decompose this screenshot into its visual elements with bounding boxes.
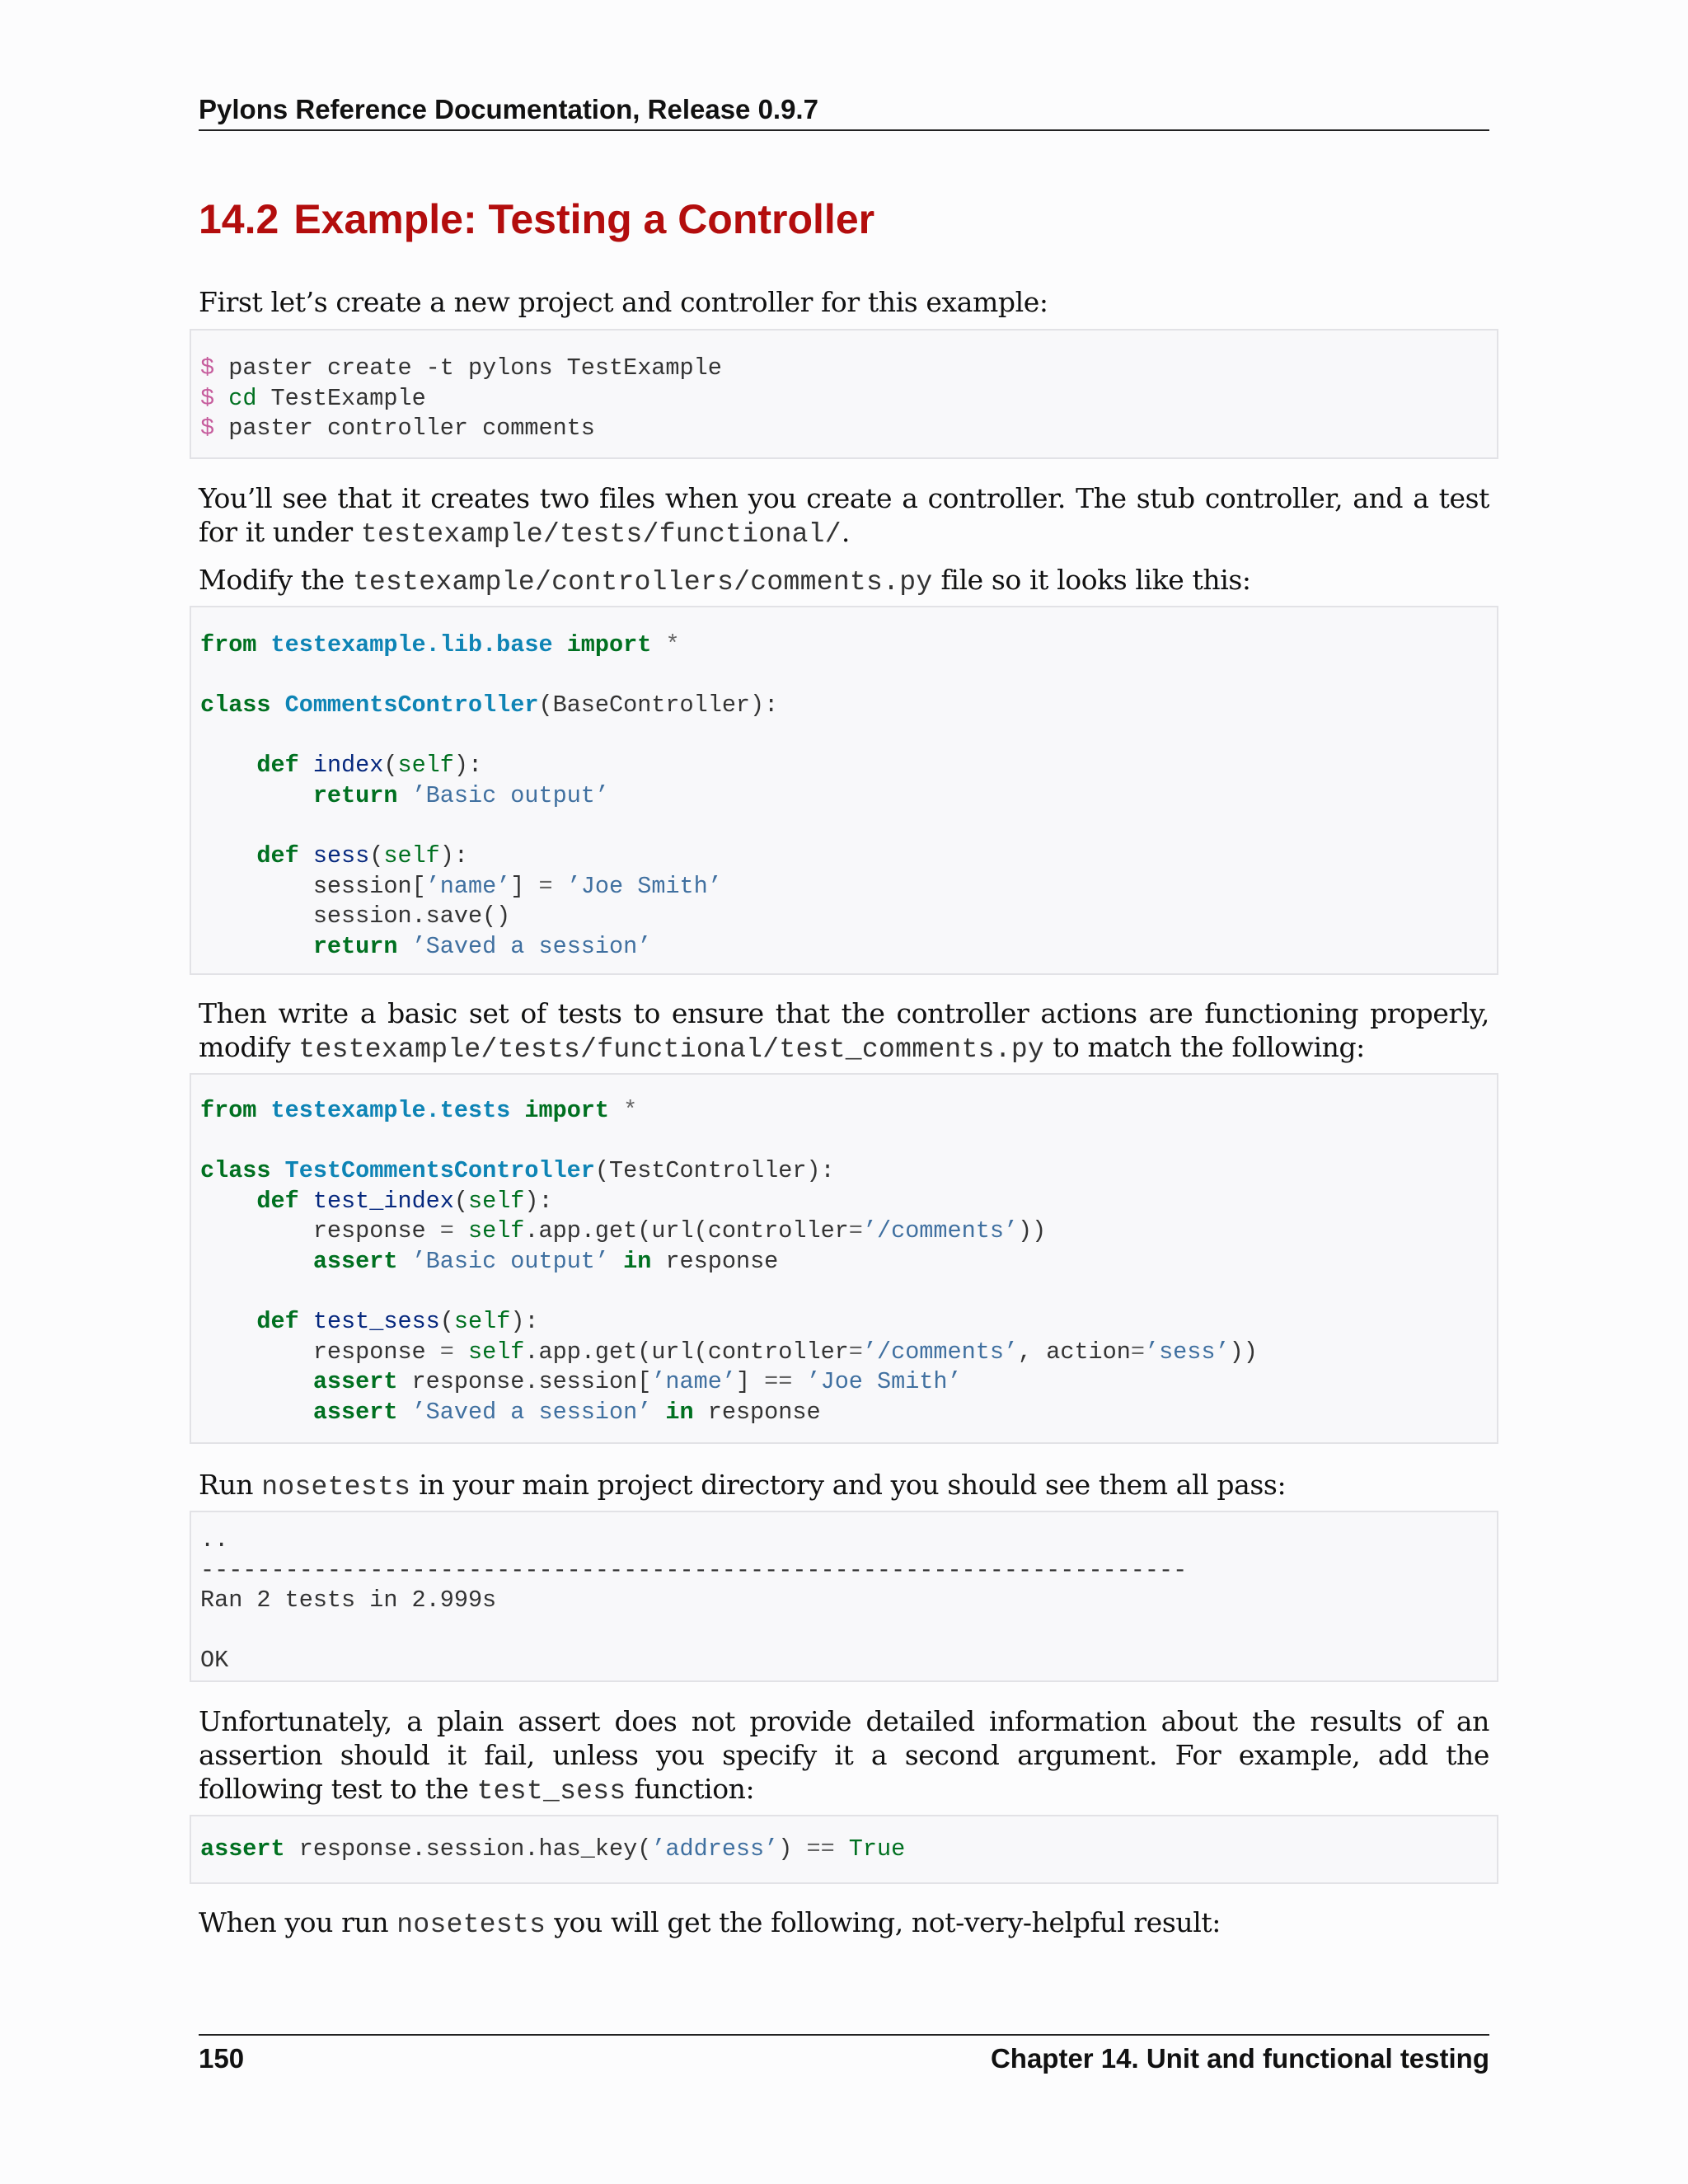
class-name: TestCommentsController: [284, 1157, 595, 1185]
operator: =: [439, 1338, 454, 1366]
text-run: .: [841, 516, 850, 548]
module-name: testexample.tests: [270, 1097, 511, 1124]
string-literal: ’Basic output’: [411, 781, 610, 809]
code-text: ): [778, 1835, 807, 1863]
builtin-self: self: [467, 1338, 525, 1366]
text-run: Unfortunately, a plain assert does not provide detailed information about the results of an assertion should it fail, unless you specify it a second argument. For example, add the following test to the: [199, 1705, 1489, 1805]
output-line: OK: [200, 1647, 229, 1675]
keyword: import: [566, 631, 652, 658]
function-name: test_index: [312, 1187, 454, 1215]
code-text: session[: [312, 872, 426, 900]
keyword: return: [312, 932, 398, 960]
text-run: file so it looks like this:: [932, 564, 1251, 596]
builtin-self: self: [467, 1187, 525, 1215]
code-text: (BaseController):: [538, 691, 779, 719]
code-text: response: [312, 1217, 440, 1245]
operator: *: [623, 1097, 638, 1124]
text-run: You’ll see that it creates two files when you create a controller. The stub controller, and a test for it under: [199, 482, 1489, 548]
function-name: sess: [312, 842, 370, 870]
code-text: ]: [735, 1368, 765, 1396]
code-text: ]: [510, 872, 539, 900]
code-text: response.session.has_key(: [284, 1835, 652, 1863]
text-run: to match the following:: [1044, 1031, 1365, 1063]
paragraph-files: [199, 481, 1489, 551]
inline-code: nosetests: [396, 1910, 546, 1940]
module-name: testexample.lib.base: [270, 631, 553, 658]
keyword: return: [312, 781, 398, 809]
code-text: response: [312, 1338, 440, 1366]
code-text: .app.get(url(controller: [524, 1217, 849, 1245]
operator: ==: [764, 1368, 793, 1396]
text-run: When you run: [199, 1906, 397, 1938]
string-literal: ’Joe Smith’: [806, 1368, 962, 1396]
class-name: CommentsController: [284, 691, 539, 719]
builtin-self: self: [467, 1217, 525, 1245]
code-text: , action: [1018, 1338, 1131, 1366]
code-text: ):: [439, 842, 469, 870]
operator: *: [665, 631, 680, 658]
code-text: (: [453, 1187, 468, 1215]
string-literal: ’Basic output’: [411, 1247, 610, 1275]
code-text: (: [439, 1308, 454, 1336]
code-text: )): [1229, 1338, 1258, 1366]
header-rule: [199, 129, 1489, 131]
code-block-assert: [190, 1815, 1498, 1884]
shell-command: TestExample: [256, 384, 426, 412]
output-line: Ran 2 tests in 2.999s: [200, 1586, 497, 1615]
keyword: assert: [312, 1398, 398, 1426]
paragraph-assert: [199, 1704, 1489, 1808]
keyword: import: [524, 1097, 610, 1124]
shell-command: paster create -t pylons TestExample: [228, 354, 722, 382]
code-text: ):: [510, 1308, 539, 1336]
keyword: def: [256, 842, 299, 870]
paragraph-run: [199, 1468, 1489, 1504]
code-text: session.save(): [312, 902, 511, 930]
code-text: response.session[: [397, 1368, 652, 1396]
string-literal: ’name’: [651, 1368, 736, 1396]
shell-prompt: $: [200, 354, 215, 382]
text-run: Then write a basic set of tests to ensure that the controller actions are functioning properly, modify: [199, 997, 1489, 1063]
page-number: 150: [199, 2043, 245, 2074]
operator: =: [1130, 1338, 1145, 1366]
code-block-tests: [190, 1073, 1498, 1444]
function-name: test_sess: [312, 1308, 440, 1336]
string-literal: ’address’: [651, 1835, 779, 1863]
string-literal: ’sess’: [1144, 1338, 1230, 1366]
keyword: def: [256, 1308, 299, 1336]
operator: =: [439, 1217, 454, 1245]
code-text: response: [693, 1398, 821, 1426]
text-run: Modify the: [199, 564, 353, 596]
string-literal: ’Saved a session’: [411, 1398, 652, 1426]
keyword: assert: [312, 1368, 398, 1396]
paragraph-modify: [199, 563, 1489, 599]
keyword: class: [200, 691, 271, 719]
builtin-self: self: [453, 1308, 511, 1336]
code-text: (: [383, 752, 398, 780]
code-block-controller: [190, 606, 1498, 975]
section-heading: Example: Testing a Controller: [293, 196, 875, 242]
section-number: 14.2: [199, 196, 279, 242]
shell-prompt: $: [200, 384, 215, 412]
code-text: (: [369, 842, 384, 870]
code-text: response: [651, 1247, 779, 1275]
code-text: )): [1018, 1217, 1047, 1245]
builtin-constant: True: [848, 1835, 906, 1863]
string-literal: ’Saved a session’: [411, 932, 652, 960]
keyword: class: [200, 1157, 271, 1185]
paragraph-intro: First let’s create a new project and controller for this example:: [199, 286, 1048, 318]
code-text: (TestController):: [594, 1157, 835, 1185]
inline-code: nosetests: [261, 1472, 411, 1502]
keyword: assert: [312, 1247, 398, 1275]
code-text: ):: [524, 1187, 553, 1215]
paragraph-result: [199, 1905, 1489, 1942]
string-literal: ’name’: [425, 872, 511, 900]
chapter-title: Chapter 14. Unit and functional testing: [990, 2043, 1489, 2074]
builtin-self: self: [383, 842, 440, 870]
shell-builtin: cd: [228, 384, 257, 412]
keyword: assert: [200, 1835, 285, 1863]
inline-code: testexample/tests/functional/test_comments.py: [298, 1034, 1045, 1065]
operator: ==: [806, 1835, 835, 1863]
keyword: def: [256, 1187, 299, 1215]
text-run: you will get the following, not-very-helpful result:: [546, 1906, 1221, 1938]
builtin-self: self: [397, 752, 454, 780]
operator: =: [848, 1338, 863, 1366]
text-run: function:: [626, 1773, 755, 1805]
keyword: in: [623, 1247, 652, 1275]
output-line: ----------------------------------------------------------------------: [200, 1556, 1188, 1584]
text-run: Run: [199, 1469, 262, 1501]
paragraph-tests: [199, 996, 1489, 1066]
running-header: Pylons Reference Documentation, Release 0.9.7: [199, 94, 818, 124]
code-block-output: [190, 1511, 1498, 1682]
string-literal: ’/comments’: [862, 1217, 1019, 1245]
operator: =: [848, 1217, 863, 1245]
keyword: from: [200, 1097, 257, 1124]
string-literal: ’/comments’: [862, 1338, 1019, 1366]
text-run: in your main project directory and you should see them all pass:: [410, 1469, 1287, 1501]
code-text: ):: [453, 752, 483, 780]
inline-code: testexample/controllers/comments.py: [352, 567, 933, 598]
function-name: index: [312, 752, 384, 780]
shell-prompt: $: [200, 415, 215, 443]
section-title: [199, 191, 1489, 247]
output-line: ..: [200, 1526, 229, 1554]
inline-code: testexample/tests/functional/: [360, 519, 842, 550]
inline-code: test_sess: [476, 1776, 626, 1807]
string-literal: ’Joe Smith’: [566, 872, 722, 900]
shell-command: paster controller comments: [228, 415, 595, 443]
keyword: def: [256, 752, 299, 780]
operator: =: [538, 872, 553, 900]
code-block-shell: [190, 329, 1498, 459]
keyword: from: [200, 631, 257, 658]
footer-rule: [199, 2034, 1489, 2036]
code-text: .app.get(url(controller: [524, 1338, 849, 1366]
keyword: in: [665, 1398, 694, 1426]
